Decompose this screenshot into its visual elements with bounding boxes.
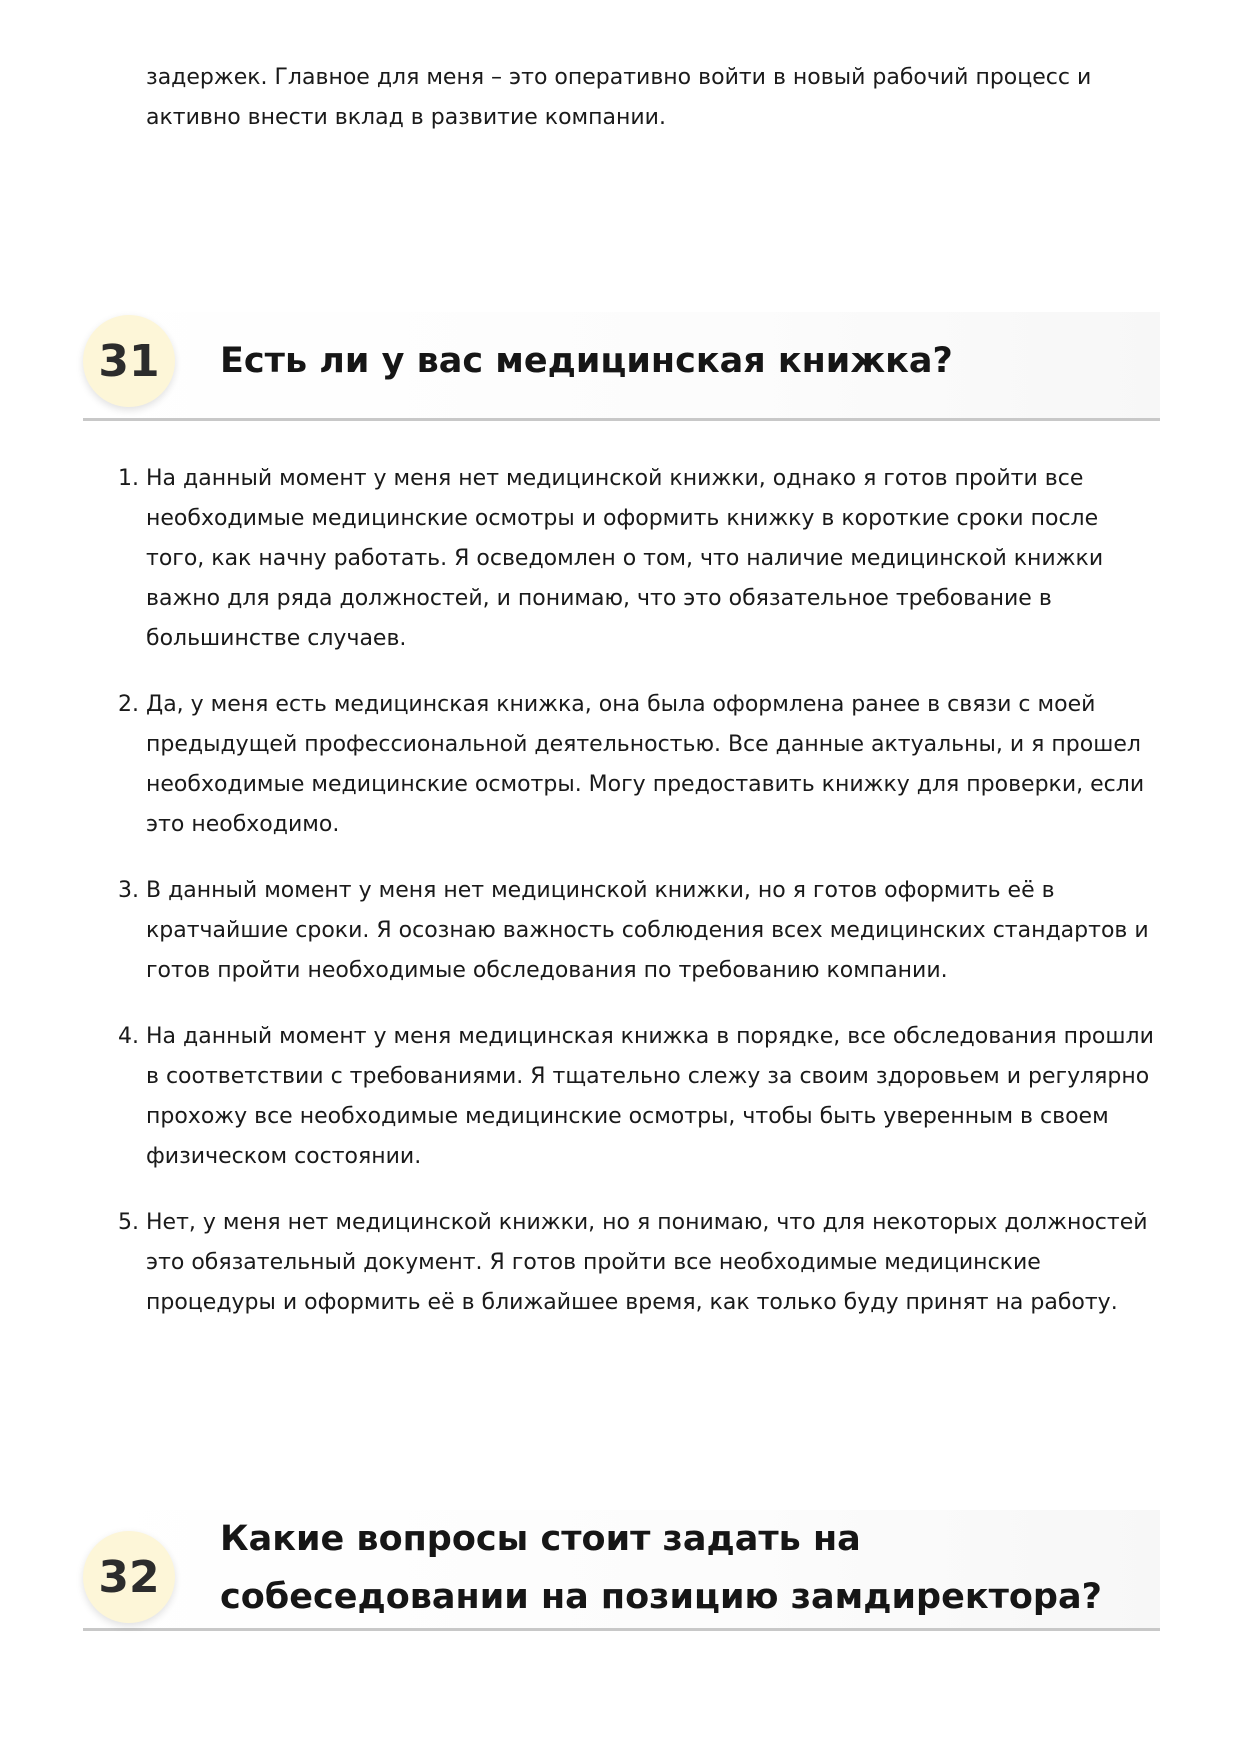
question-title: Какие вопросы стоит задать на собеседовании на позицию замдиректора? [220,1519,1102,1617]
answer-text: Да, у меня есть медицинская книжка, она была оформлена ранее в связи с моей предыдущей профессиональной деятельностью. Все данные актуальны, и я прошел необходимые медицинские осмотры. Могу предоставить книжку для проверки, если это необходимо. [146,692,1145,837]
answer-text: На данный момент у меня нет медицинской книжки, однако я готов пройти все необходимые медицинские осмотры и оформить книжку в короткие сроки после того, как начну работать. Я осведомлен о том, что наличие медицинской книжки важно для ряда должностей, и понимаю, что это обязательное требование в большинстве случаев. [146,466,1104,651]
question-31-header [83,312,1160,421]
answer-item [118,1203,1156,1323]
question-32-header [83,1510,1160,1631]
answer-item [118,1017,1156,1177]
question-number-badge: 32 [83,1531,175,1623]
answer-text: На данный момент у меня медицинская книжка в порядке, все обследования прошли в соответствии с требованиями. Я тщательно слежу за своим здоровьем и регулярно прохожу все необходимые медицинские осмотры, чтобы быть уверенным в своем физическом состоянии. [146,1024,1154,1169]
answer-item [118,871,1156,991]
answer-number: 2. [118,692,139,717]
answer-item [118,459,1156,659]
answer-text: Нет, у меня нет медицинской книжки, но я понимаю, что для некоторых должностей это обязательный документ. Я готов пройти все необходимые медицинские процедуры и оформить её в ближайшее время, как только буду принят на работу. [146,1210,1148,1315]
question-number-badge: 31 [83,315,175,407]
answer-number: 4. [118,1024,139,1049]
answer-number: 1. [118,466,139,491]
intro-paragraph: задержек. Главное для меня – это оперативно войти в новый рабочий процесс и активно внести вклад в развитие компании. [146,65,1092,130]
question-title: Есть ли у вас медицинская книжка? [220,341,953,381]
answers-list [118,459,1156,1349]
answer-item [118,685,1156,845]
answer-number: 3. [118,878,139,903]
answer-text: В данный момент у меня нет медицинской книжки, но я готов оформить её в кратчайшие сроки. Я осознаю важность соблюдения всех медицинских стандартов и готов пройти необходимые обследования по требованию компании. [146,878,1149,983]
answer-number: 5. [118,1210,139,1235]
